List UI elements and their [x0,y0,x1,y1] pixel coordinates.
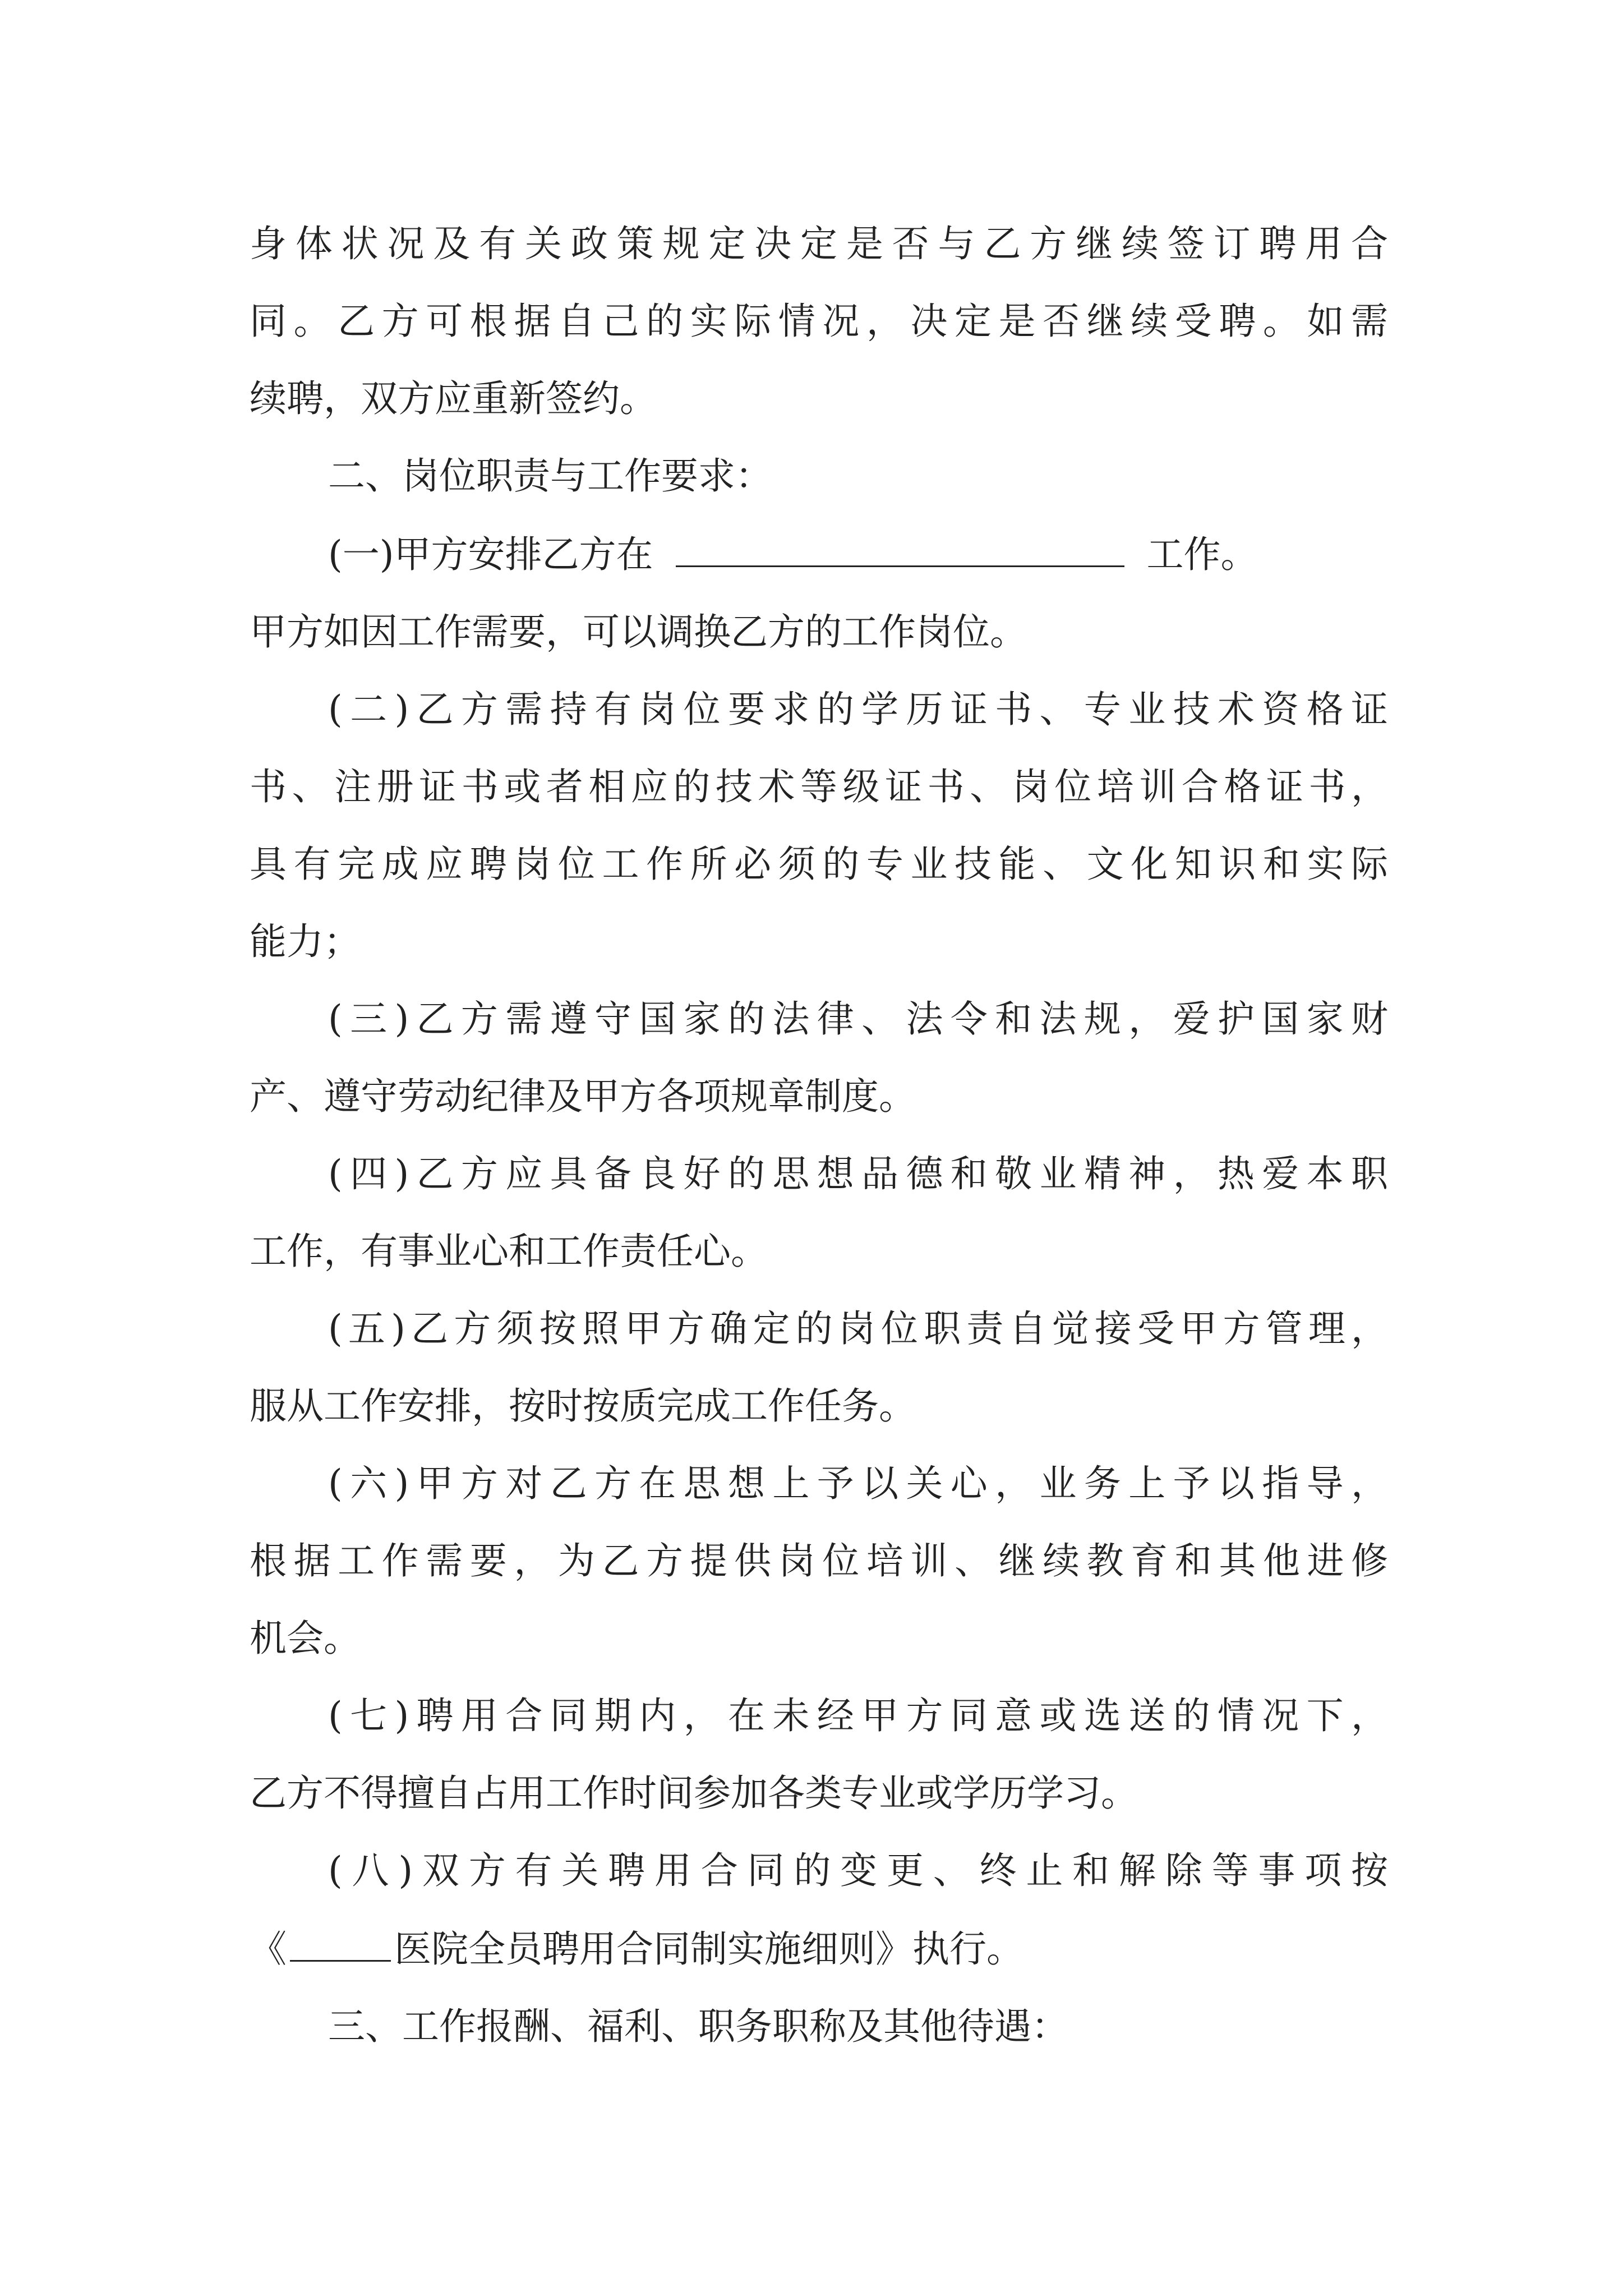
clause-1 [250,533,1388,654]
section-heading-2 [250,454,1388,498]
document-body [250,224,1388,2085]
text-line [250,534,1388,574]
text-line: (二)乙方需持有岗位要求的学历证书、专业技术资格证 [328,688,1388,731]
text-line: (三)乙方需遵守国家的法律、法令和法规，爱护国家财 [328,997,1388,1041]
clause-1-suffix: 工作。 [1146,533,1258,576]
clause-2 [250,690,1388,961]
section-heading-text: 二、岗位职责与工作要求： [328,454,772,498]
text-line: 机会。 [250,1617,361,1660]
text-line: 书、注册证书或者相应的技术等级证书、岗位培训合格证书， [250,765,1388,808]
text-line: 续聘，双方应重新签约。 [250,377,657,420]
clause-8 [250,1849,1388,1971]
text-line [250,1927,1388,1971]
text-line: 同。乙方可根据自己的实际情况，决定是否继续受聘。如需 [250,300,1388,343]
text-line: 服从工作安排，按时按质完成工作任务。 [250,1384,916,1428]
clause-5 [250,1307,1388,1428]
text-line: 产、遵守劳动纪律及甲方各项规章制度。 [250,1075,916,1118]
text-line: 能力； [250,920,361,963]
text-line: 具有完成应聘岗位工作所必须的专业技能、文化知识和实际 [250,843,1388,886]
text-line: (七)聘用合同期内，在未经甲方同意或选送的情况下， [328,1694,1388,1737]
section-heading-3 [250,2007,1388,2046]
text-line: 甲方如因工作需要，可以调换乙方的工作岗位。 [250,610,1027,654]
paragraph-continuation [250,224,1388,418]
text-line: 工作，有事业心和工作责任心。 [250,1230,768,1273]
text-line: (八)双方有关聘用合同的变更、终止和解除等事项按 [328,1849,1388,1892]
text-line: (四)乙方应具备良好的思想品德和敬业精神，热爱本职 [328,1152,1388,1195]
clause-8-prefix: 《 [250,1927,287,1971]
clause-4 [250,1154,1388,1271]
blank-field-workplace[interactable] [676,534,1124,567]
clause-8-suffix: 医院全员聘用合同制实施细则》执行。 [394,1927,1023,1971]
clause-6 [250,1464,1388,1658]
text-line: (五)乙方须按照甲方确定的岗位职责自觉接受甲方管理， [328,1307,1388,1350]
text-line: (六)甲方对乙方在思想上予以关心，业务上予以指导， [328,1462,1388,1505]
clause-7 [250,1694,1388,1815]
text-line: 根据工作需要，为乙方提供岗位培训、继续教育和其他进修 [250,1539,1388,1582]
text-line: 身体状况及有关政策规定决定是否与乙方继续签订聘用合 [250,222,1388,265]
clause-3 [250,997,1388,1118]
text-line: 乙方不得擅自占用工作时间参加各类专业或学历学习。 [250,1772,1138,1815]
clause-1-prefix: (一)甲方安排乙方在 [328,533,653,576]
blank-field-hospital-name[interactable] [290,1929,391,1962]
section-heading-text: 三、工作报酬、福利、职务职称及其他待遇： [328,2005,1068,2048]
